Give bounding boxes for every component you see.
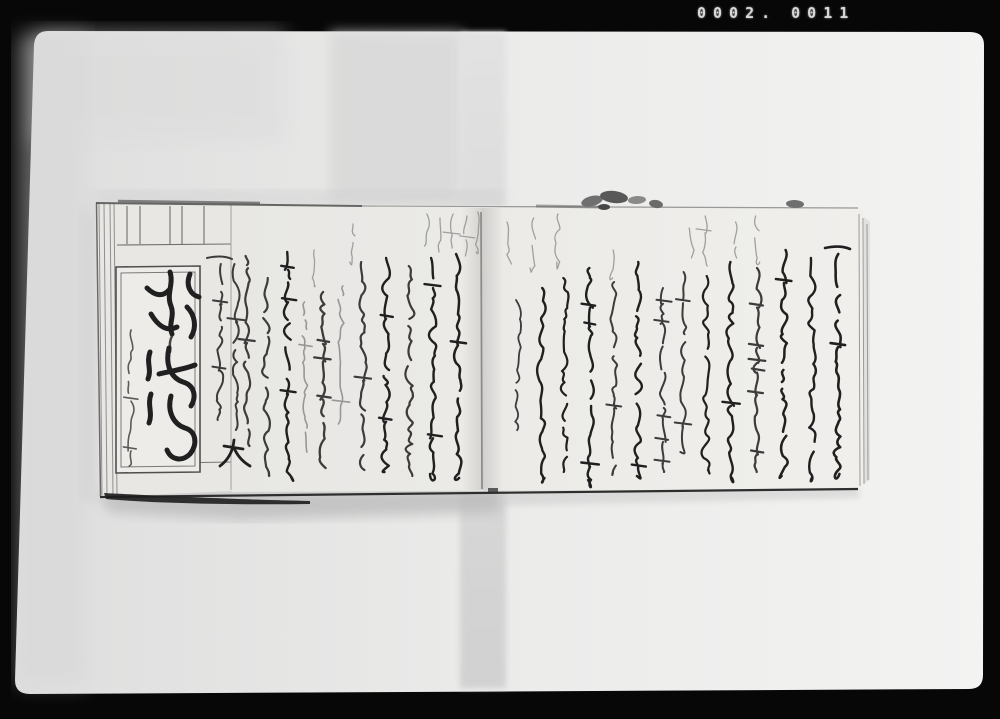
gutter-shade-left [462, 208, 482, 490]
top-left-shade [34, 32, 284, 142]
title-glyph-stroke [149, 394, 151, 423]
title-glyph-stroke [148, 352, 150, 379]
gutter-fold-line [481, 212, 482, 489]
title-glyph-stroke [169, 272, 172, 334]
gutter [462, 208, 504, 493]
shadow-left-of-book [80, 210, 96, 500]
gutter-shade-right [482, 208, 504, 490]
film-counter-frame: 0011 [791, 4, 856, 22]
film-counter-reel: 0002. [697, 4, 778, 22]
film-counter [697, 4, 855, 22]
above-book-shade [330, 32, 462, 204]
manuscript-book [96, 189, 870, 504]
paper-scrap [598, 204, 610, 210]
page-spread [232, 204, 864, 492]
